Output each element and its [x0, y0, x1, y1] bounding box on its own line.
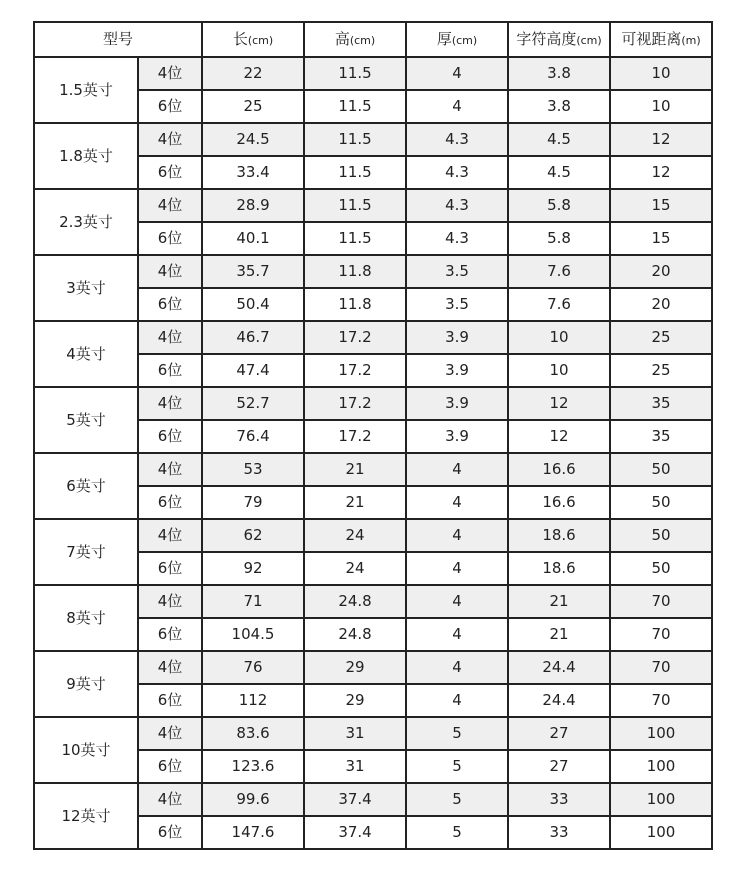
- digits-cell: 6位: [138, 816, 202, 849]
- digits-cell: 6位: [138, 684, 202, 717]
- model-cell: 12英寸: [34, 783, 138, 849]
- thickness-cell: 4.3: [406, 123, 508, 156]
- view-distance-cell: 70: [610, 651, 712, 684]
- view-distance-cell: 70: [610, 585, 712, 618]
- char-height-cell: 3.8: [508, 57, 610, 90]
- char-height-cell: 33: [508, 783, 610, 816]
- height-cell: 11.8: [304, 288, 406, 321]
- thickness-cell: 4.3: [406, 222, 508, 255]
- height-cell: 11.5: [304, 222, 406, 255]
- model-cell: 5英寸: [34, 387, 138, 453]
- view-distance-cell: 10: [610, 57, 712, 90]
- height-cell: 17.2: [304, 387, 406, 420]
- char-height-cell: 18.6: [508, 519, 610, 552]
- table-row: [34, 123, 712, 156]
- char-height-cell: 24.4: [508, 684, 610, 717]
- table-row: [34, 453, 712, 486]
- table-row: [34, 585, 712, 618]
- model-cell: 6英寸: [34, 453, 138, 519]
- thickness-cell: 4: [406, 90, 508, 123]
- model-cell: 4英寸: [34, 321, 138, 387]
- view-distance-cell: 100: [610, 816, 712, 849]
- thickness-cell: 4: [406, 453, 508, 486]
- length-cell: 47.4: [202, 354, 304, 387]
- height-cell: 17.2: [304, 321, 406, 354]
- view-distance-cell: 15: [610, 222, 712, 255]
- view-distance-cell: 35: [610, 387, 712, 420]
- view-distance-cell: 15: [610, 189, 712, 222]
- char-height-cell: 10: [508, 354, 610, 387]
- length-cell: 83.6: [202, 717, 304, 750]
- length-cell: 46.7: [202, 321, 304, 354]
- view-distance-cell: 20: [610, 288, 712, 321]
- view-distance-cell: 100: [610, 717, 712, 750]
- length-cell: 104.5: [202, 618, 304, 651]
- table-row: [34, 717, 712, 750]
- model-cell: 10英寸: [34, 717, 138, 783]
- length-cell: 24.5: [202, 123, 304, 156]
- header-thickness: 厚(cm): [406, 22, 508, 57]
- char-height-cell: 24.4: [508, 651, 610, 684]
- digits-cell: 4位: [138, 189, 202, 222]
- height-cell: 21: [304, 486, 406, 519]
- digits-cell: 6位: [138, 354, 202, 387]
- thickness-cell: 5: [406, 717, 508, 750]
- table-row: [34, 783, 712, 816]
- char-height-cell: 27: [508, 717, 610, 750]
- length-cell: 62: [202, 519, 304, 552]
- thickness-cell: 5: [406, 783, 508, 816]
- char-height-cell: 4.5: [508, 156, 610, 189]
- model-cell: 7英寸: [34, 519, 138, 585]
- height-cell: 31: [304, 750, 406, 783]
- view-distance-cell: 100: [610, 783, 712, 816]
- height-cell: 24.8: [304, 618, 406, 651]
- length-cell: 71: [202, 585, 304, 618]
- char-height-cell: 5.8: [508, 189, 610, 222]
- height-cell: 17.2: [304, 354, 406, 387]
- table-row: [34, 519, 712, 552]
- char-height-cell: 10: [508, 321, 610, 354]
- digits-cell: 6位: [138, 222, 202, 255]
- char-height-cell: 12: [508, 387, 610, 420]
- view-distance-cell: 35: [610, 420, 712, 453]
- header-model: 型号: [34, 22, 202, 57]
- view-distance-cell: 12: [610, 123, 712, 156]
- thickness-cell: 4: [406, 585, 508, 618]
- length-cell: 22: [202, 57, 304, 90]
- digits-cell: 4位: [138, 123, 202, 156]
- length-cell: 147.6: [202, 816, 304, 849]
- length-cell: 112: [202, 684, 304, 717]
- height-cell: 37.4: [304, 816, 406, 849]
- header-length: 长(cm): [202, 22, 304, 57]
- height-cell: 11.5: [304, 57, 406, 90]
- height-cell: 21: [304, 453, 406, 486]
- table-row: [34, 57, 712, 90]
- length-cell: 52.7: [202, 387, 304, 420]
- length-cell: 92: [202, 552, 304, 585]
- length-cell: 40.1: [202, 222, 304, 255]
- view-distance-cell: 50: [610, 552, 712, 585]
- length-cell: 99.6: [202, 783, 304, 816]
- header-view-distance: 可视距离(m): [610, 22, 712, 57]
- view-distance-cell: 50: [610, 453, 712, 486]
- view-distance-cell: 100: [610, 750, 712, 783]
- spec-table-container: [33, 21, 711, 850]
- height-cell: 24.8: [304, 585, 406, 618]
- height-cell: 11.5: [304, 156, 406, 189]
- length-cell: 76.4: [202, 420, 304, 453]
- model-cell: 1.5英寸: [34, 57, 138, 123]
- digits-cell: 4位: [138, 255, 202, 288]
- height-cell: 11.5: [304, 123, 406, 156]
- model-cell: 2.3英寸: [34, 189, 138, 255]
- char-height-cell: 16.6: [508, 486, 610, 519]
- digits-cell: 6位: [138, 156, 202, 189]
- view-distance-cell: 70: [610, 684, 712, 717]
- thickness-cell: 4.3: [406, 189, 508, 222]
- model-cell: 3英寸: [34, 255, 138, 321]
- header-char-height: 字符高度(cm): [508, 22, 610, 57]
- header-height: 高(cm): [304, 22, 406, 57]
- char-height-cell: 33: [508, 816, 610, 849]
- height-cell: 37.4: [304, 783, 406, 816]
- digits-cell: 6位: [138, 552, 202, 585]
- table-row: [34, 189, 712, 222]
- digits-cell: 4位: [138, 321, 202, 354]
- table-row: [34, 651, 712, 684]
- length-cell: 25: [202, 90, 304, 123]
- length-cell: 53: [202, 453, 304, 486]
- thickness-cell: 4: [406, 618, 508, 651]
- height-cell: 24: [304, 552, 406, 585]
- model-cell: 8英寸: [34, 585, 138, 651]
- thickness-cell: 4: [406, 684, 508, 717]
- height-cell: 24: [304, 519, 406, 552]
- thickness-cell: 3.5: [406, 288, 508, 321]
- digits-cell: 4位: [138, 519, 202, 552]
- model-cell: 9英寸: [34, 651, 138, 717]
- view-distance-cell: 10: [610, 90, 712, 123]
- height-cell: 17.2: [304, 420, 406, 453]
- length-cell: 123.6: [202, 750, 304, 783]
- length-cell: 76: [202, 651, 304, 684]
- digits-cell: 4位: [138, 387, 202, 420]
- table-row: [34, 387, 712, 420]
- char-height-cell: 3.8: [508, 90, 610, 123]
- char-height-cell: 7.6: [508, 255, 610, 288]
- thickness-cell: 3.9: [406, 387, 508, 420]
- header-row: [34, 22, 712, 57]
- table-row: [34, 321, 712, 354]
- view-distance-cell: 25: [610, 321, 712, 354]
- digits-cell: 4位: [138, 717, 202, 750]
- thickness-cell: 3.9: [406, 354, 508, 387]
- spec-table: [33, 21, 713, 850]
- char-height-cell: 18.6: [508, 552, 610, 585]
- length-cell: 33.4: [202, 156, 304, 189]
- height-cell: 11.5: [304, 189, 406, 222]
- digits-cell: 4位: [138, 783, 202, 816]
- view-distance-cell: 20: [610, 255, 712, 288]
- digits-cell: 6位: [138, 420, 202, 453]
- view-distance-cell: 25: [610, 354, 712, 387]
- thickness-cell: 5: [406, 816, 508, 849]
- length-cell: 79: [202, 486, 304, 519]
- length-cell: 50.4: [202, 288, 304, 321]
- digits-cell: 4位: [138, 453, 202, 486]
- digits-cell: 4位: [138, 651, 202, 684]
- thickness-cell: 3.9: [406, 321, 508, 354]
- view-distance-cell: 12: [610, 156, 712, 189]
- thickness-cell: 4: [406, 651, 508, 684]
- thickness-cell: 3.5: [406, 255, 508, 288]
- thickness-cell: 4.3: [406, 156, 508, 189]
- digits-cell: 6位: [138, 750, 202, 783]
- view-distance-cell: 70: [610, 618, 712, 651]
- length-cell: 35.7: [202, 255, 304, 288]
- height-cell: 29: [304, 651, 406, 684]
- height-cell: 11.8: [304, 255, 406, 288]
- thickness-cell: 4: [406, 486, 508, 519]
- char-height-cell: 21: [508, 618, 610, 651]
- digits-cell: 4位: [138, 585, 202, 618]
- digits-cell: 6位: [138, 486, 202, 519]
- model-cell: 1.8英寸: [34, 123, 138, 189]
- thickness-cell: 4: [406, 519, 508, 552]
- digits-cell: 4位: [138, 57, 202, 90]
- char-height-cell: 5.8: [508, 222, 610, 255]
- length-cell: 28.9: [202, 189, 304, 222]
- table-row: [34, 255, 712, 288]
- char-height-cell: 12: [508, 420, 610, 453]
- thickness-cell: 4: [406, 57, 508, 90]
- thickness-cell: 4: [406, 552, 508, 585]
- digits-cell: 6位: [138, 618, 202, 651]
- digits-cell: 6位: [138, 90, 202, 123]
- char-height-cell: 4.5: [508, 123, 610, 156]
- digits-cell: 6位: [138, 288, 202, 321]
- height-cell: 11.5: [304, 90, 406, 123]
- char-height-cell: 16.6: [508, 453, 610, 486]
- char-height-cell: 27: [508, 750, 610, 783]
- char-height-cell: 21: [508, 585, 610, 618]
- view-distance-cell: 50: [610, 486, 712, 519]
- thickness-cell: 3.9: [406, 420, 508, 453]
- height-cell: 31: [304, 717, 406, 750]
- height-cell: 29: [304, 684, 406, 717]
- char-height-cell: 7.6: [508, 288, 610, 321]
- view-distance-cell: 50: [610, 519, 712, 552]
- table-body: [34, 57, 712, 849]
- thickness-cell: 5: [406, 750, 508, 783]
